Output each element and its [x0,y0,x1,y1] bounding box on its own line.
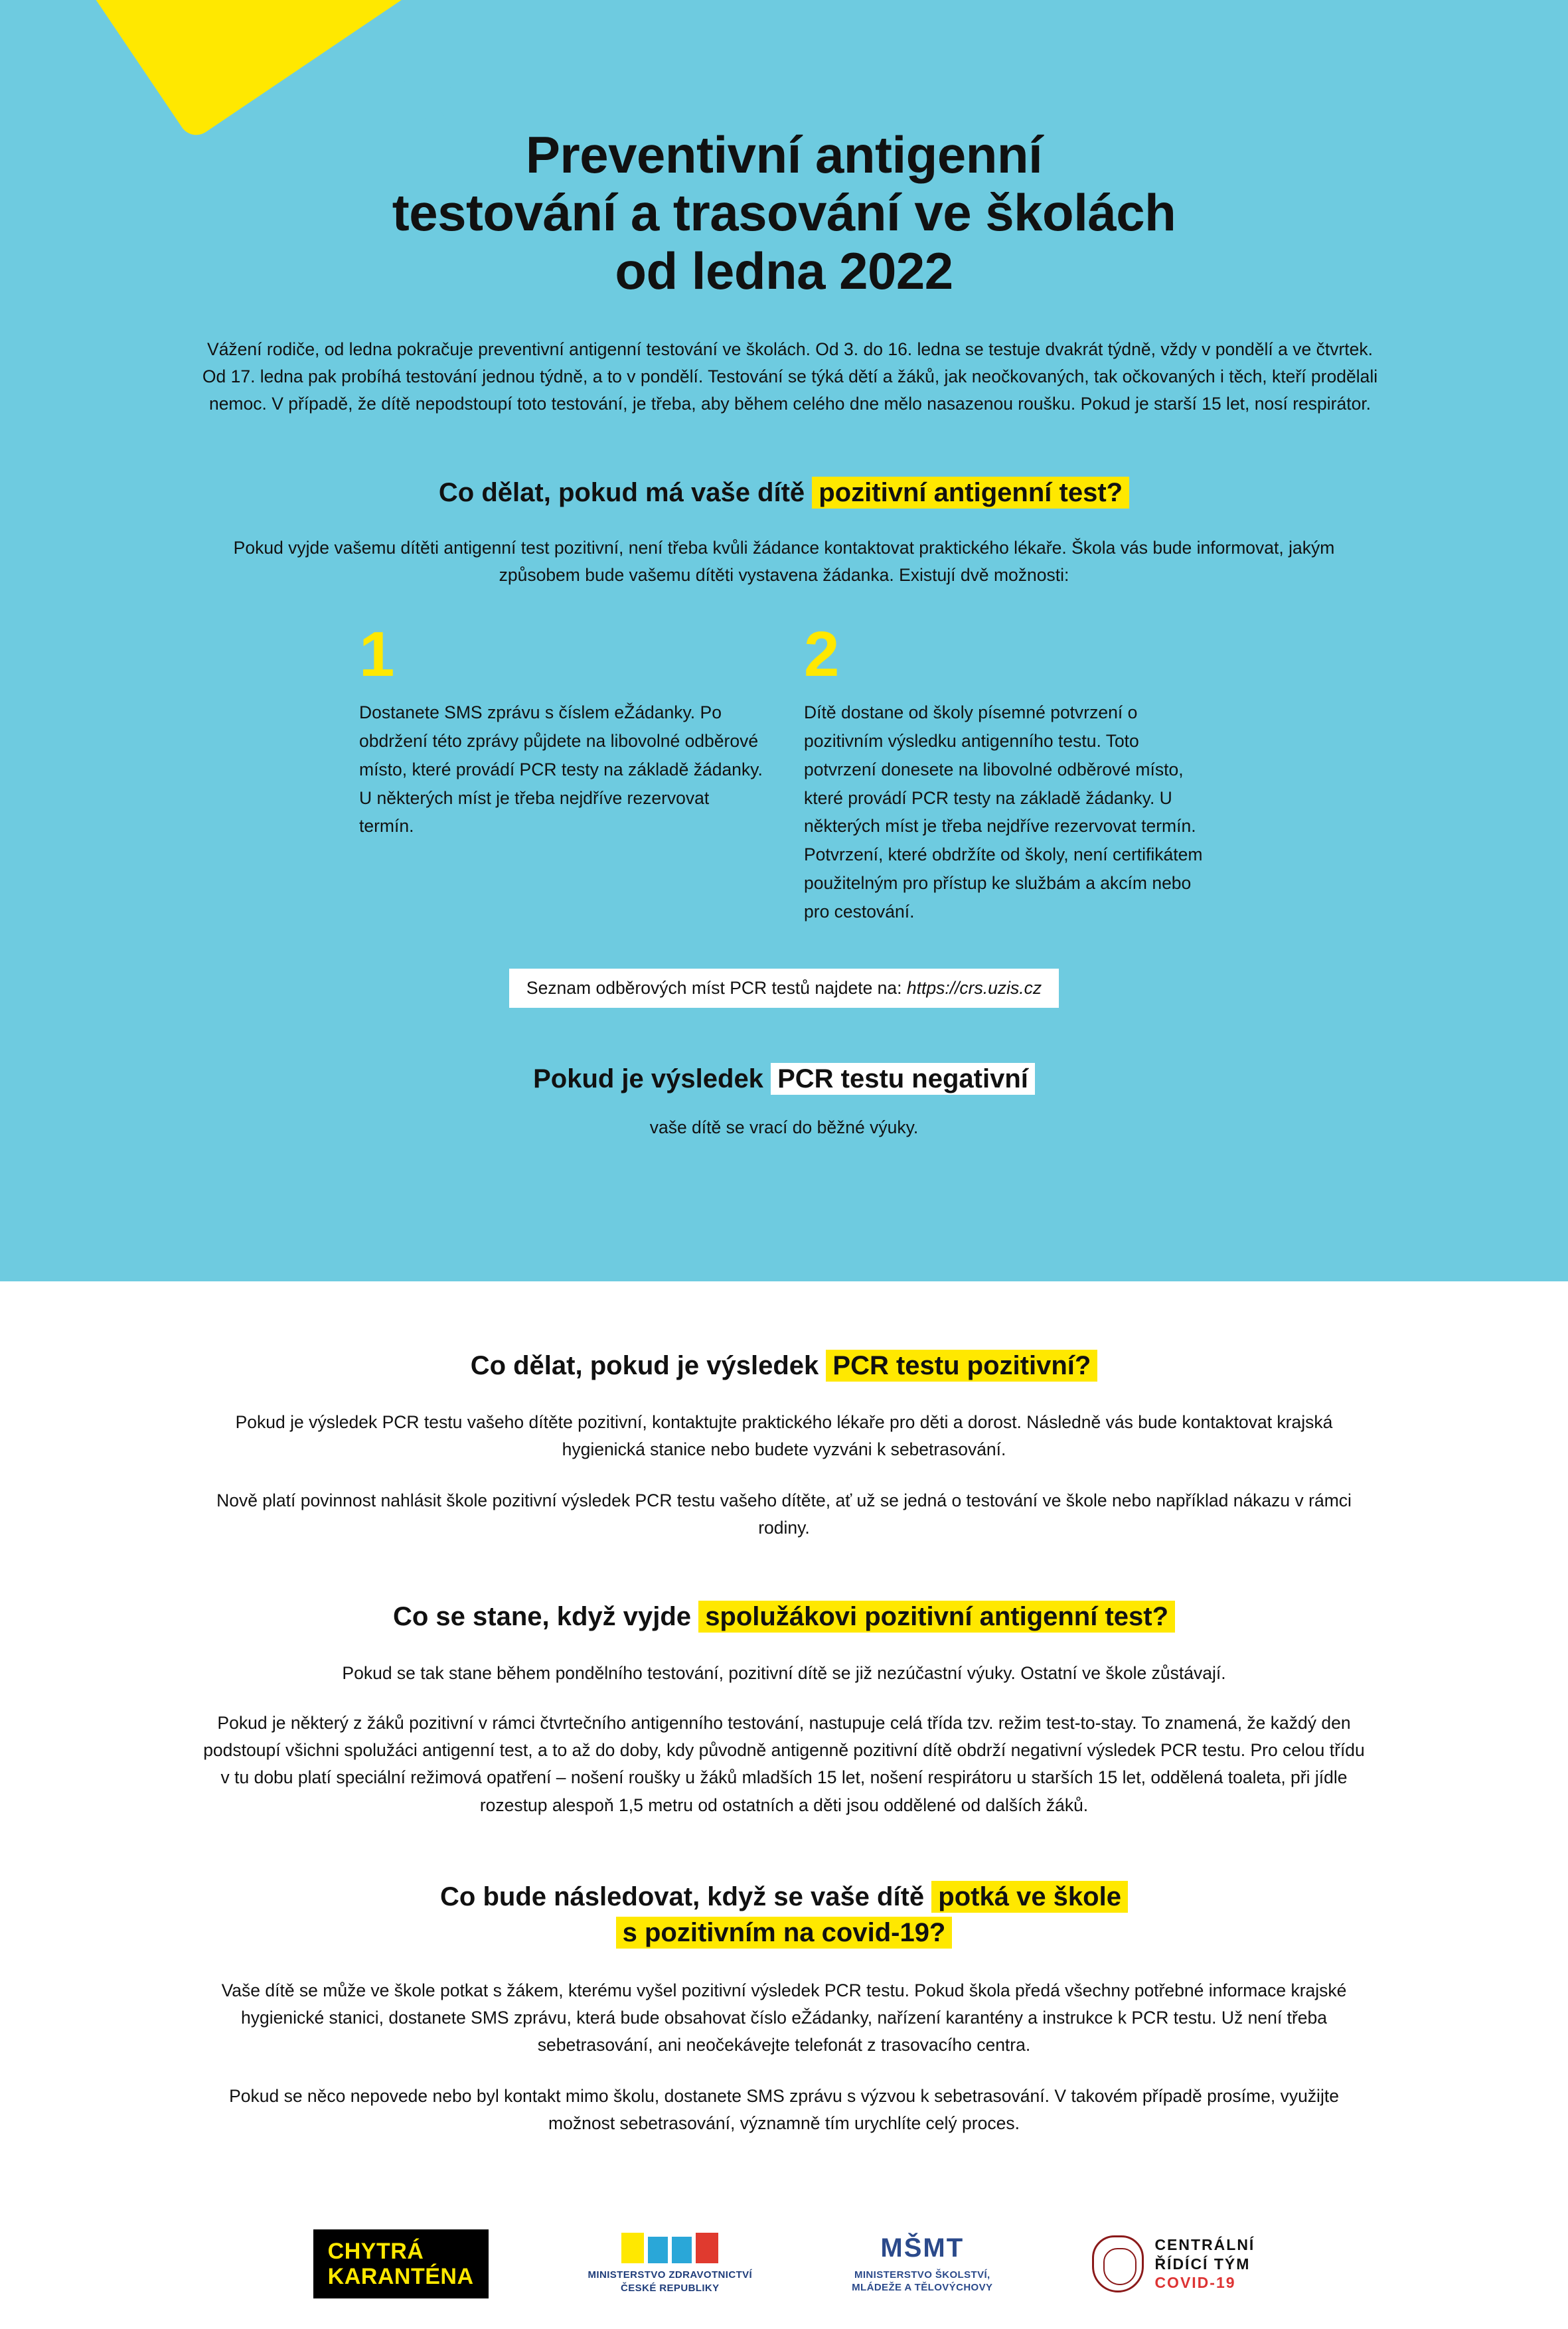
title-line-2: testování a trasování ve školách [392,183,1176,242]
intro-line-3: tak očkovaných i těch, kteří prodělali nemoc. V případě, že dítě nepodstoupí toto testování, je třeba, aby během celého dne mělo [208,366,1378,414]
option-item [804,619,1209,926]
mt-line-2: krajské hygienické stanici, dostanete SMS zprávu, která bude obsahovat číslo eŽádanky, nařízení karantény a instrukce k PCR testu. [240,1980,1347,2028]
positive-antigen-paragraph [199,534,1369,589]
ppcr-line-2: kontaktovat krajská hygienická stanice nebo budete vyzváni k sebetrasování. [562,1412,1333,1460]
intro-paragraph [199,336,1381,418]
crs-line-2: ŘÍDÍCÍ TÝM [1154,2255,1251,2273]
crs-line-1: CENTRÁLNÍ [1154,2235,1255,2253]
ppcr-line-1: Pokud je výsledek PCR testu vašeho dítěte pozitivní, kontaktujte praktického lékaře pro děti a dorost. Následně vás bude [235,1412,1178,1432]
intro-line-4: nasazenou roušku. Pokud je starší 15 let, nosí respirátor. [927,394,1372,414]
mz-caption [588,2269,753,2294]
coat-of-arms-icon [1092,2235,1144,2292]
negative-pcr-paragraph: vaše dítě se vrací do běžné výuky. [649,1117,919,1138]
ppcr2-line-2: o testování ve škole nebo například nákazu v rámci rodiny. [758,1490,1352,1538]
heading-highlight-text: PCR testu pozitivní? [826,1350,1097,1382]
mt2-line-1: Pokud se něco nepovede nebo byl kontakt mimo školu, dostanete SMS zprávu s výzvou k sebetrasování. [229,2085,1050,2106]
pcr-sites-link-box[interactable] [509,969,1059,1008]
option-number: 2 [804,619,840,690]
mt-line-1: Vaše dítě se může ve škole potkat s žákem, kterému vyšel pozitivní výsledek PCR testu. Pokud škola předá všechny potřebné informace [221,1980,1287,2000]
heading-plain-text: Co dělat, pokud má vaše dítě [438,478,805,508]
ppcr2-line-1: Nově platí povinnost nahlásit škole pozitivní výsledek PCR testu vašeho dítěte, ať už se jedná [216,1490,947,1511]
mt-line-3: Už není třeba sebetrasování, ani neočekávejte telefonát z trasovacího centra. [537,2007,1328,2055]
options-columns [199,619,1369,926]
heading-meeting [199,1879,1369,1951]
mz-line-2: ČESKÉ REPUBLIKY [621,2282,720,2294]
crs-caption [1154,2235,1255,2292]
heading-positive-pcr [199,1348,1369,1384]
mz-mark-icon [621,2233,718,2263]
cm-line-2: spolužáci antigenní test, a to až do doby, kdy původně antigenně pozitivní dítě obdrží negativní výsledek PCR testu. Pro celou třídu v tu dobu platí speciální režimová [220,1740,1365,1788]
msmt-line-2: MLÁDEŽE A TĚLOVÝCHOVY [852,2282,993,2294]
intro-line-1: Vážení rodiče, od ledna pokračuje preventivní antigenní testování ve školách. Od 3. do 16. ledna se testuje dvakrát týdně, vždy v pondělí [207,339,1273,360]
mz-line-1: MINISTERSTVO ZDRAVOTNICTVÍ [588,2269,753,2281]
option-item [359,619,764,926]
heading-classmate [199,1599,1369,1635]
link-label: Seznam odběrových míst PCR testů najdete na: [526,978,902,999]
cm-line-1: Pokud je některý z žáků pozitivní v rámci čtvrtečního antigenního testování, nastupuje celá třída tzv. režim test-to-stay. To znamená, že každý den podstoupí všichni [203,1713,1351,1761]
cm-line-3: opatření – nošení roušky u žáků mladších 15 let, nošení respirátoru u starších 15 let, oddělená toaleta, při jídle rozestup alespoň 1,5 metru od ostatních a děti jsou [479,1767,1348,1815]
logo-central-management-team [1092,2235,1255,2292]
positive-pcr-paragraph-2 [199,1487,1369,1542]
heading-highlight-text: PCR testu negativní [771,1063,1035,1095]
msmt-caption [852,2269,992,2294]
crs-line-3: COVID-19 [1154,2274,1236,2292]
heading-plain-text: Co bude následovat, když se vaše dítě [440,1882,925,1911]
option-number: 1 [359,619,395,690]
footer-logos [0,2229,1568,2298]
heading-highlight-text-2: s pozitivním na covid-19? [616,1917,953,1949]
heading-positive-antigen [199,475,1369,511]
classmate-paragraph-1: Pokud se tak stane během pondělního testování, pozitivní dítě se již nezúčastní výuky. Ostatní ve škole zůstávají. [342,1663,1226,1684]
heading-plain-text: Co se stane, když vyjde [392,1602,692,1632]
white-section [0,1281,1568,2137]
link-url[interactable]: https://crs.uzis.cz [906,978,1042,999]
ck-line-1: CHYTRÁ [327,2238,424,2264]
msmt-mark-icon: MŠMT [880,2233,965,2263]
logo-chytra-karantena [313,2229,489,2298]
ck-line-2: KARANTÉNA [327,2263,474,2289]
title-line-1: Preventivní antigenní [525,125,1043,184]
heading-plain-text: Co dělat, pokud je výsledek [470,1351,819,1380]
intro-line-2: a ve čtvrtek. Od 17. ledna pak probíhá testování jednou týdně, a to v pondělí. Testování se týká dětí a žáků, jak neočkovaných, [202,339,1373,387]
msmt-line-1: MINISTERSTVO ŠKOLSTVÍ, [854,2269,990,2281]
meeting-paragraph-1 [199,1977,1369,2059]
pa-line-1: Pokud vyjde vašemu dítěti antigenní test pozitivní, není třeba kvůli žádance kontaktovat praktického lékaře. Škola vás bude informovat, [233,538,1284,558]
heading-highlight-text: pozitivní antigenní test? [812,477,1129,509]
pa-line-2: jakým způsobem bude vašemu dítěti vystavena žádanka. Existují dvě možnosti: [499,538,1335,586]
meeting-paragraph-2 [199,2083,1369,2137]
title-line-3: od ledna 2022 [615,241,953,300]
blue-content [0,126,1568,1141]
classmate-paragraph-2 [199,1710,1369,1818]
option-text: Dostanete SMS zprávu s číslem eŽádanky. Po obdržení této zprávy půjdete na libovolné odběrové místo, které provádí PCR testy na základě žádanky. U některých míst je třeba nejdříve rezervovat termín. [359,702,763,837]
heading-negative-pcr [199,1061,1369,1097]
mt2-line-2: V takovém případě prosíme, využijte možnost sebetrasování, významně tím urychlíte celý proces. [548,2085,1339,2133]
cm-line-4: oddělené od dalších žáků. [884,1795,1089,1815]
heading-highlight-text-1: potká ve škole [931,1881,1128,1913]
logo-ministry-of-education [852,2233,992,2294]
page-title [199,126,1369,300]
option-text: Dítě dostane od školy písemné potvrzení o pozitivním výsledku antigenního testu. Toto potvrzení donesete na libovolné odběrové místo, které provádí PCR testy na základě žádanky. U některých míst je třeba nejdříve rezervovat termín. Potvrzení, které obdržíte od školy, není certifikátem použitelným pro přístup ke službám a akcím nebo pro cestování. [804,702,1203,922]
positive-pcr-paragraph-1 [199,1409,1369,1463]
logo-ministry-of-health [588,2233,753,2294]
heading-highlight-text: spolužákovi pozitivní antigenní test? [698,1601,1175,1633]
heading-plain-text: Pokud je výsledek [533,1064,763,1094]
